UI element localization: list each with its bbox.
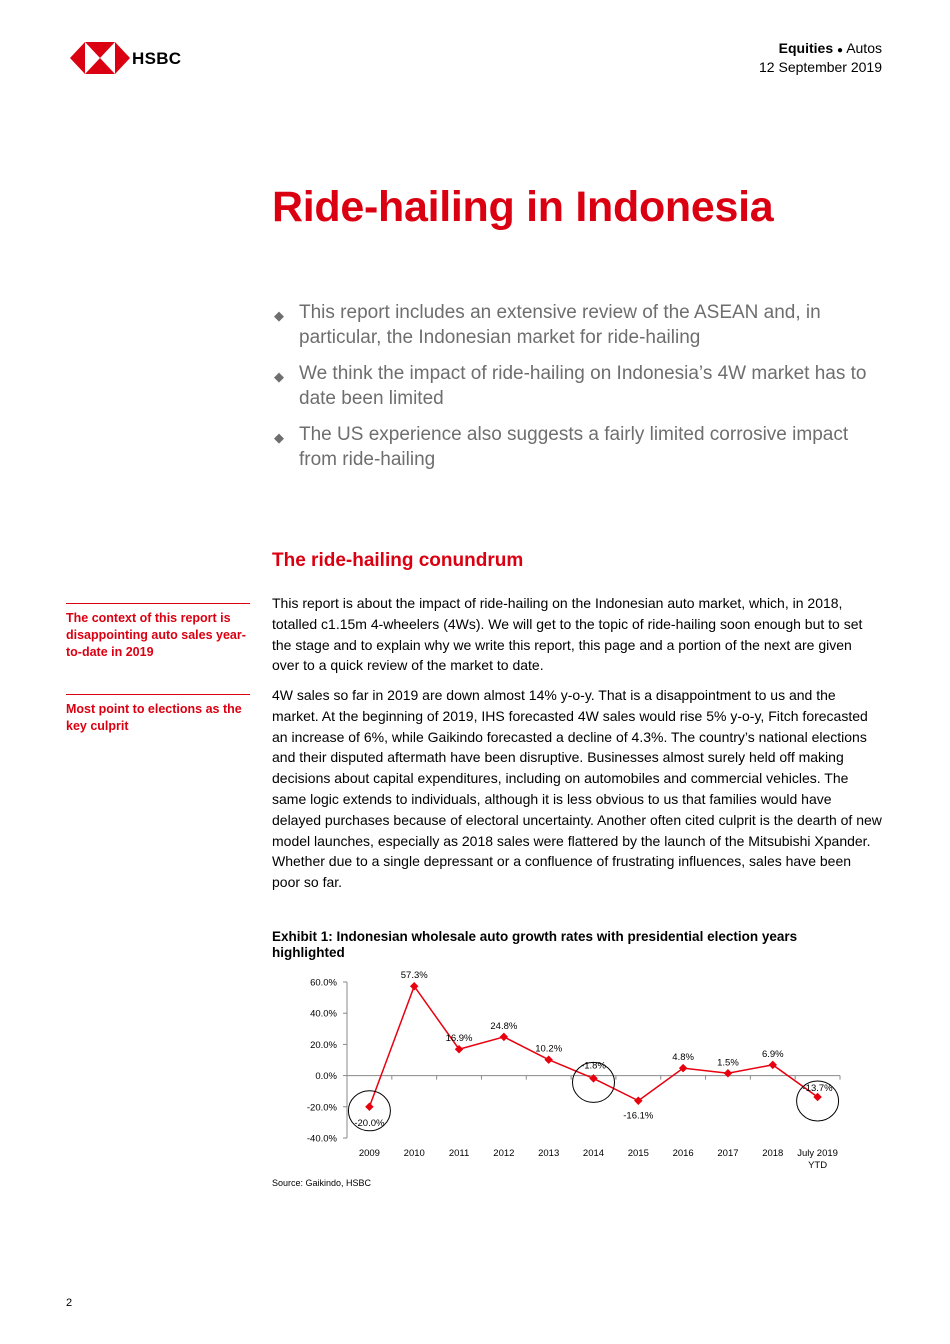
x-tick-label: 2013 — [538, 1148, 560, 1159]
data-label: 4.8% — [672, 1052, 694, 1064]
diamond-bullet-icon: ◆ — [274, 430, 284, 445]
key-point: ◆ We think the impact of ride-hailing on Indonesia’s 4W market has to date been limited — [274, 363, 867, 409]
key-point: ◆ The US experience also suggests a fairly limited corrosive impact from ride-hailing — [274, 424, 849, 470]
data-label: 1.5% — [717, 1057, 739, 1069]
data-label: 16.9% — [445, 1033, 473, 1045]
data-label: -1.8% — [581, 1060, 606, 1072]
section-title: The ride-hailing conundrum — [272, 550, 524, 571]
x-tick-label: 2016 — [672, 1148, 694, 1159]
y-tick-label: -40.0% — [306, 1133, 337, 1145]
brand-name: HSBC — [132, 49, 182, 68]
diamond-bullet-icon: ◆ — [274, 308, 284, 323]
key-point: ◆ This report includes an extensive review of the ASEAN and, in particular, the Indonesian market for ride-hailing — [274, 302, 821, 348]
key-points — [272, 300, 882, 483]
growth-line-chart — [272, 962, 872, 1180]
x-tick-label: 2015 — [627, 1148, 649, 1159]
data-label: 6.9% — [761, 1048, 784, 1060]
exhibit-title: Exhibit 1: Indonesian wholesale auto growth rates with presidential election years highlighted — [272, 929, 798, 960]
sector-label: Autos — [846, 40, 882, 56]
data-point — [365, 1103, 373, 1111]
chart-source: Source: Gaikindo, HSBC — [272, 1178, 372, 1188]
data-label: -16.1% — [623, 1110, 654, 1122]
x-tick-label: 2018 — [762, 1148, 784, 1159]
x-tick-label: 2017 — [717, 1148, 739, 1159]
sidenote-elections: Most point to elections as the key culprit — [66, 694, 250, 735]
x-tick-label: 2014 — [582, 1148, 605, 1159]
hsbc-logo-icon — [70, 42, 130, 74]
category-label: Equities — [778, 40, 834, 56]
data-label: 10.2% — [535, 1043, 563, 1055]
body-paragraph: This report is about the impact of ride-hailing on the Indonesian auto market, which, in 2018, totalled c1.15m 4-wheelers (4Ws). We will get to the topic of ride-hailing soon enough but to set the stage and to explain why we write this report, this page and a portion of the next are given over to a quick review of the market to date. — [272, 595, 863, 674]
x-tick-label: July 2019 — [797, 1148, 838, 1159]
data-label: -13.7% — [802, 1082, 833, 1094]
x-tick-label: 2011 — [448, 1148, 470, 1159]
y-tick-label: 60.0% — [310, 977, 337, 989]
series-line — [369, 986, 817, 1107]
x-tick-label-line2: YTD — [808, 1160, 828, 1171]
body-paragraph: 4W sales so far in 2019 are down almost 14% y-o-y. That is a disappointment to us and the market. At the beginning of 2019, IHS forecasted 4W sales would rise 5% y-o-y, Fitch forecasted an increase of 6%, while Gaikindo forecasted a decline of 4.3%. The country’s national elections and their disputed aftermath have been disruptive. Businesses almost surely held off making decisions about capital expenditures, including on automobiles and commercial vehicles. The same logic extends to individuals, although it is less obvious to us that families would have delayed purchases because of electoral uncertainty. Another often cited culprit is the dearth of new model launches, especially as 2018 sales were flattered by the launch of the Mitsubishi Xpander. Whether due to a single depressant or a confluence of frustrating influences, sales have been poor so far. — [272, 687, 882, 891]
sidenote-context: The context of this report is disappointing auto sales year-to-date in 2019 — [66, 603, 250, 661]
page-number: 2 — [66, 1297, 73, 1309]
x-tick-label: 2012 — [493, 1148, 515, 1159]
report-header — [759, 40, 882, 76]
data-point — [500, 1033, 508, 1041]
data-label: -20.0% — [354, 1117, 385, 1129]
page-title: Ride-hailing in Indonesia — [272, 183, 774, 231]
report-date: 12 September 2019 — [759, 59, 882, 75]
y-tick-label: 0.0% — [315, 1071, 337, 1083]
y-tick-label: -20.0% — [306, 1102, 337, 1114]
separator-bullet-icon: ● — [837, 45, 844, 56]
x-tick-label: 2009 — [358, 1148, 380, 1159]
data-label: 24.8% — [490, 1020, 518, 1032]
diamond-bullet-icon: ◆ — [274, 369, 284, 384]
x-tick-label: 2010 — [403, 1148, 425, 1159]
y-tick-label: 40.0% — [310, 1008, 337, 1020]
y-tick-label: 20.0% — [310, 1039, 337, 1051]
data-label: 57.3% — [400, 970, 428, 982]
data-point — [724, 1069, 732, 1077]
data-point — [544, 1055, 552, 1063]
